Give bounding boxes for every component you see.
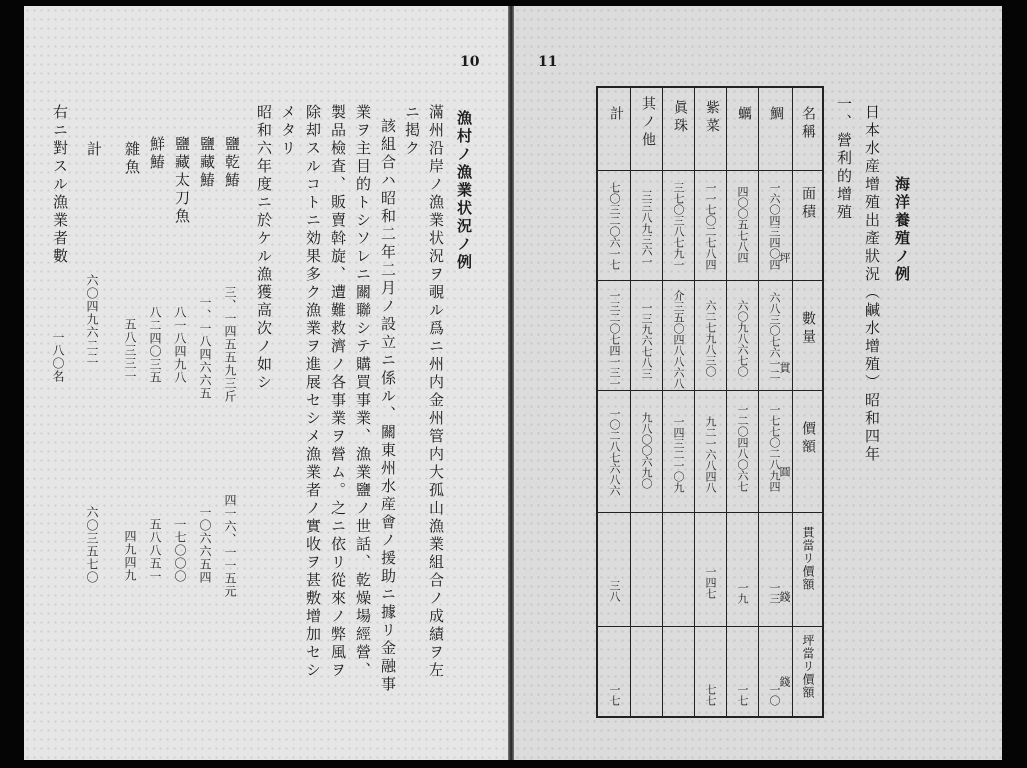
- catch-row-name: 雜魚: [123, 141, 141, 177]
- left-page: [24, 6, 512, 760]
- row-value-total: 一〇二八七六八六: [608, 408, 621, 496]
- header-per-kan: 貫當リ價額: [801, 526, 815, 591]
- row-name: 其ノ他: [640, 96, 656, 150]
- row-name: 紫菜: [704, 100, 720, 136]
- para1-line1: 滿州沿岸ノ漁業状況ヲ覗ル爲ニ州内金州管内大孤山漁業組合ノ成績ヲ左: [427, 104, 445, 680]
- heading-marine-culture: 海洋養殖ノ例: [893, 176, 911, 284]
- header-per-tsubo: 坪當リ價額: [801, 634, 815, 699]
- catch-row-qty: 一、一八四六六五: [198, 296, 212, 400]
- catch-row-name: 鹽藏鰆: [198, 136, 216, 190]
- row-qty: 六〇九八六七〇: [736, 300, 749, 377]
- unit-per-kan: 錢: [778, 591, 791, 602]
- row-per-kan: 一九: [736, 582, 749, 604]
- catch-heading: 昭和六年度ニ於ケル漁獲高次ノ如シ: [255, 104, 273, 392]
- row-area-total: 七〇三二〇六一七: [608, 182, 621, 270]
- unit-area: 坪: [778, 252, 791, 263]
- catch-row-value: 四九四九: [123, 530, 137, 582]
- catch-total-qty: 六〇四九六二二: [85, 274, 99, 365]
- para2-line1: 該組合ハ昭和二年二月ノ設立ニ係ル、關東州水産會ノ援助ニ據リ金融事: [379, 118, 397, 694]
- catch-row-qty: 五八三三一: [123, 318, 137, 383]
- row-area: 三三八九三六一: [640, 190, 653, 267]
- row-qty: 六二七九八三〇: [704, 300, 717, 377]
- row-value: 九八〇〇六九〇: [640, 412, 653, 489]
- unit-qty: 貫: [778, 362, 791, 373]
- row-name: 眞珠: [672, 100, 688, 136]
- row-area: 三七〇三八七九一: [672, 182, 685, 270]
- header-area: 面積: [800, 186, 816, 222]
- catch-row-qty: 八二四〇三五: [148, 306, 162, 384]
- catch-row-name: 鮮鰆: [148, 136, 166, 172]
- fishermen-label: 右ニ對スル漁業者數: [51, 104, 69, 266]
- row-per-tsubo: 一〇: [768, 684, 781, 706]
- header-name: 名稱: [800, 106, 816, 142]
- row-area: 四〇〇五七八四: [736, 186, 749, 263]
- catch-row-value: 五八八五一: [148, 518, 162, 583]
- catch-row-value: 一〇六六五四: [198, 506, 212, 584]
- para2-line2: 業ヲ主目的トシソレニ關聯シテ購買事業、漁業鹽ノ世話、乾燥場經營、: [354, 104, 372, 680]
- row-per-kan: 一三: [768, 582, 781, 604]
- row-area: 一六〇四三四〇四: [768, 182, 781, 270]
- row-qty: 六八三〇七六一二: [768, 292, 781, 380]
- para2-line3: 製品檢査、販賣斡旋、遭難救濟ノ各事業ヲ營ム。之ニ依リ從來ノ弊風ヲ: [329, 104, 347, 680]
- row-name: 蠣: [736, 106, 752, 124]
- row-per-tsubo-total: 一七: [608, 684, 621, 706]
- catch-row-name: 鹽藏太刀魚: [173, 136, 191, 226]
- row-name-total: 計: [608, 106, 624, 124]
- row-name: 鯛: [768, 106, 784, 124]
- row-value: 一二〇四八〇六七: [736, 404, 749, 492]
- fishermen-count: 一八〇名: [51, 331, 65, 383]
- row-qty-total: 一三二〇七四一三一: [608, 290, 621, 389]
- catch-row-value: 一七〇〇〇: [173, 518, 187, 583]
- unit-per-tsubo: 錢: [778, 676, 791, 687]
- right-page: [514, 6, 1002, 760]
- para2-line4: 除却スルコトニ効果多ク漁業ヲ進展セシメ漁業者ノ實收ヲ甚敷增加セシ: [304, 104, 322, 680]
- catch-row-qty: 三、一四五五九三斤: [223, 286, 237, 403]
- row-qty: 介三五〇四八八六八: [672, 290, 685, 389]
- subheading-production: 日本水産增殖出產狀況（鹹水增殖）昭和四年: [863, 104, 881, 464]
- row-per-tsubo: 七七: [704, 684, 717, 706]
- section-commercial: 一、營利的增殖: [835, 96, 853, 222]
- row-qty: 一三九六七八三: [640, 302, 653, 379]
- header-quantity: 數量: [800, 311, 816, 347]
- catch-row-name: 鹽乾鰆: [223, 136, 241, 190]
- header-value: 價額: [800, 421, 816, 457]
- catch-total-value: 六〇三五七〇: [85, 506, 99, 584]
- catch-row-value: 四一六、一一五元: [223, 494, 237, 598]
- row-value: 九二一六八四八: [704, 416, 717, 493]
- production-table: [596, 86, 824, 718]
- row-area: 一一七〇二七八四: [704, 182, 717, 270]
- catch-row-qty: 八一八四九八: [173, 306, 187, 384]
- unit-value: 圓: [778, 466, 791, 477]
- page-number-left: 10: [460, 54, 480, 70]
- row-per-kan: 一四七: [704, 566, 717, 599]
- heading-fishing-village: 漁村ノ漁業状況ノ例: [455, 110, 473, 272]
- row-per-kan-total: 三八: [608, 580, 621, 602]
- row-per-tsubo: 一七: [736, 684, 749, 706]
- row-value: 一四三二一〇九: [672, 416, 685, 493]
- row-value: 一七七〇二八九四: [768, 404, 781, 492]
- para1-line2: ニ掲ク: [403, 104, 421, 158]
- catch-total-label: 計: [85, 141, 103, 159]
- para2-line5: メタリ: [279, 104, 297, 158]
- page-number-right: 11: [538, 54, 558, 70]
